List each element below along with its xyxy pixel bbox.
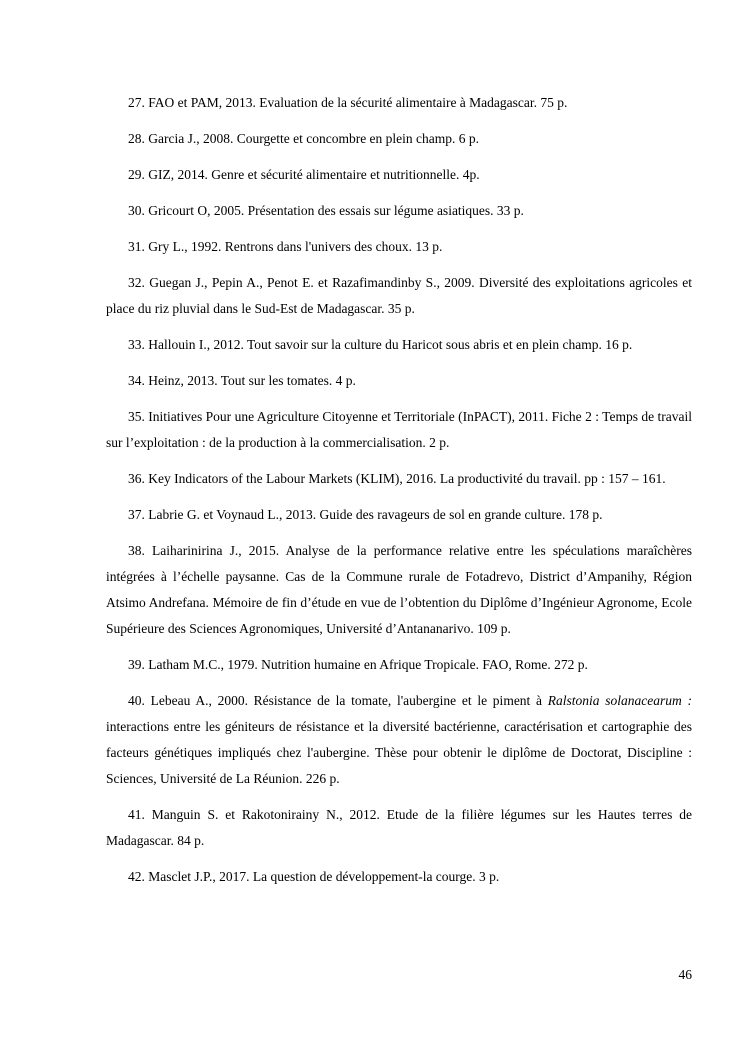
page-number: 46 — [678, 967, 692, 982]
reference-italic-text: Ralstonia solanacearum : — [547, 693, 692, 708]
reference-entry — [106, 162, 692, 188]
reference-entry — [106, 802, 692, 854]
reference-entry — [106, 864, 692, 890]
reference-text: 34. Heinz, 2013. Tout sur les tomates. 4 p. — [128, 373, 356, 388]
reference-entry — [106, 270, 692, 322]
reference-text: 33. Hallouin I., 2012. Tout savoir sur la culture du Haricot sous abris et en plein champ. 16 p. — [128, 337, 633, 352]
reference-text: 41. Manguin S. et Rakotonirainy N., 2012. Etude de la filière légumes sur les Hautes terres de Madagascar. 84 p. — [106, 807, 692, 848]
reference-text: 38. Laiharinirina J., 2015. Analyse de la performance relative entre les spéculations maraîchères intégrées à l’échelle paysanne. Cas de la Commune rurale de Fotadrevo, District d’Ampanihy, Région Atsimo Andrefana. Mémoire de fin d’étude en vue de l’obtention du Diplôme d’Ingénieur Agronome, Ecole Supérieure des Sciences Agronomiques, Université d’Antananarivo. 109 p. — [106, 543, 692, 636]
reference-entry — [106, 332, 692, 358]
reference-entry — [106, 234, 692, 260]
reference-text: 35. Initiatives Pour une Agriculture Citoyenne et Territoriale (InPACT), 2011. Fiche 2 : Temps de travail sur l’exploitation : de la production à la commercialisation. 2 p. — [106, 409, 692, 450]
reference-entry — [106, 502, 692, 528]
reference-entry — [106, 652, 692, 678]
reference-text: 37. Labrie G. et Voynaud L., 2013. Guide des ravageurs de sol en grande culture. 178 p. — [128, 507, 603, 522]
reference-text: 42. Masclet J.P., 2017. La question de développement-la courge. 3 p. — [128, 869, 500, 884]
reference-entry — [106, 368, 692, 394]
reference-text: 27. FAO et PAM, 2013. Evaluation de la sécurité alimentaire à Madagascar. 75 p. — [128, 95, 568, 110]
reference-text: 39. Latham M.C., 1979. Nutrition humaine en Afrique Tropicale. FAO, Rome. 272 p. — [128, 657, 588, 672]
reference-entry — [106, 466, 692, 492]
reference-text: 31. Gry L., 1992. Rentrons dans l'univers des choux. 13 p. — [128, 239, 443, 254]
reference-text: 36. Key Indicators of the Labour Markets (KLIM), 2016. La productivité du travail. pp : 157 – 161. — [128, 471, 666, 486]
reference-entry — [106, 126, 692, 152]
reference-text: 30. Gricourt O, 2005. Présentation des essais sur légume asiatiques. 33 p. — [128, 203, 524, 218]
reference-entry — [106, 538, 692, 642]
reference-entry — [106, 404, 692, 456]
reference-text: 28. Garcia J., 2008. Courgette et concombre en plein champ. 6 p. — [128, 131, 480, 146]
references-list — [106, 90, 692, 900]
reference-entry — [106, 688, 692, 792]
reference-entry — [106, 90, 692, 116]
reference-entry — [106, 198, 692, 224]
reference-text: 29. GIZ, 2014. Genre et sécurité alimentaire et nutritionnelle. 4p. — [128, 167, 480, 182]
reference-text: 32. Guegan J., Pepin A., Penot E. et Razafimandinby S., 2009. Diversité des exploitations agricoles et place du riz pluvial dans le Sud-Est de Madagascar. 35 p. — [106, 275, 692, 316]
reference-text: interactions entre les géniteurs de résistance et la diversité bactérienne, caractérisation et cartographie des facteurs génétiques impliqués chez l'aubergine. Thèse pour obtenir le diplôme de Doctorat, Discipline : Sciences, Université de La Réunion. 226 p. — [106, 719, 692, 786]
reference-text: 40. Lebeau A., 2000. Résistance de la tomate, l'aubergine et le piment à — [128, 693, 548, 708]
